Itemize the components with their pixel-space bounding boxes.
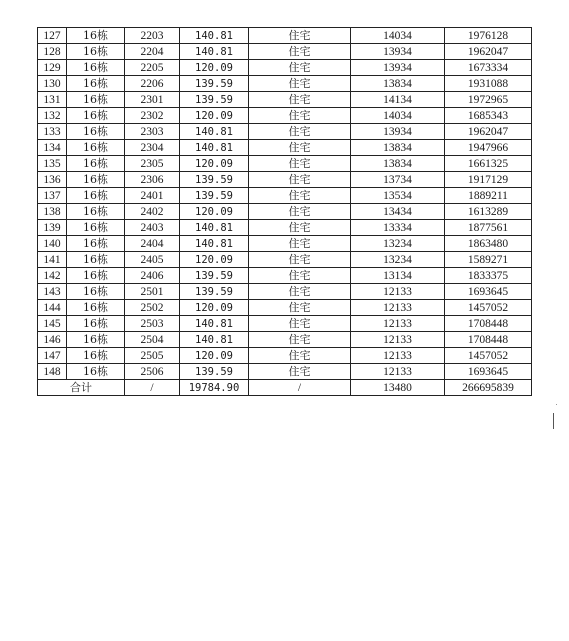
- table-row: [38, 220, 532, 236]
- cell-area: 120.09: [180, 156, 249, 172]
- cell-area: 140.81: [180, 44, 249, 60]
- cell-row-number: 139: [38, 220, 67, 236]
- cell-building: 16栋: [67, 252, 125, 268]
- cell-total-price: 1972965: [445, 92, 532, 108]
- cell-unit-price: 13834: [351, 156, 445, 172]
- cell-total-price: 1889211: [445, 188, 532, 204]
- cell-row-number: 130: [38, 76, 67, 92]
- cell-usage: 住宅: [249, 204, 351, 220]
- cell-usage: 住宅: [249, 28, 351, 44]
- cell-building: 16栋: [67, 44, 125, 60]
- cell-row-number: 142: [38, 268, 67, 284]
- cell-building: 16栋: [67, 172, 125, 188]
- cell-unit-price: 12133: [351, 348, 445, 364]
- cell-area: 140.81: [180, 140, 249, 156]
- cell-usage: 住宅: [249, 124, 351, 140]
- cell-building: 16栋: [67, 108, 125, 124]
- cell-building: 16栋: [67, 156, 125, 172]
- cell-usage: 住宅: [249, 300, 351, 316]
- cell-unit-price: 13734: [351, 172, 445, 188]
- cell-row-number: 148: [38, 364, 67, 380]
- cell-room-number: 2503: [125, 316, 180, 332]
- cell-usage: 住宅: [249, 92, 351, 108]
- scan-dot: [556, 404, 557, 405]
- cell-room-number: 2303: [125, 124, 180, 140]
- total-room: /: [125, 380, 180, 396]
- cell-area: 139.59: [180, 188, 249, 204]
- cell-usage: 住宅: [249, 140, 351, 156]
- cell-building: 16栋: [67, 124, 125, 140]
- cell-usage: 住宅: [249, 108, 351, 124]
- cell-room-number: 2205: [125, 60, 180, 76]
- table-row: [38, 300, 532, 316]
- cell-unit-price: 13834: [351, 140, 445, 156]
- cell-total-price: 1457052: [445, 348, 532, 364]
- table-row: [38, 156, 532, 172]
- cell-row-number: 133: [38, 124, 67, 140]
- cell-total-price: 1693645: [445, 364, 532, 380]
- cell-room-number: 2306: [125, 172, 180, 188]
- cell-unit-price: 13534: [351, 188, 445, 204]
- cell-unit-price: 14034: [351, 28, 445, 44]
- cell-total-price: 1708448: [445, 316, 532, 332]
- cell-building: 16栋: [67, 220, 125, 236]
- cell-unit-price: 13234: [351, 252, 445, 268]
- cell-room-number: 2403: [125, 220, 180, 236]
- cell-usage: 住宅: [249, 316, 351, 332]
- total-label: 合计: [38, 380, 125, 396]
- cell-total-price: 1962047: [445, 124, 532, 140]
- table-row: [38, 268, 532, 284]
- cell-row-number: 131: [38, 92, 67, 108]
- cell-room-number: 2502: [125, 300, 180, 316]
- cell-room-number: 2204: [125, 44, 180, 60]
- cell-building: 16栋: [67, 300, 125, 316]
- cell-unit-price: 12133: [351, 284, 445, 300]
- cell-row-number: 128: [38, 44, 67, 60]
- cell-room-number: 2304: [125, 140, 180, 156]
- total-unit-price: 13480: [351, 380, 445, 396]
- cell-area: 120.09: [180, 60, 249, 76]
- cell-unit-price: 12133: [351, 300, 445, 316]
- cell-area: 140.81: [180, 236, 249, 252]
- cell-room-number: 2505: [125, 348, 180, 364]
- cell-total-price: 1693645: [445, 284, 532, 300]
- total-use: /: [249, 380, 351, 396]
- cell-usage: 住宅: [249, 44, 351, 60]
- table-row: [38, 204, 532, 220]
- cell-total-price: 1457052: [445, 300, 532, 316]
- cell-area: 120.09: [180, 204, 249, 220]
- cell-unit-price: 14034: [351, 108, 445, 124]
- cell-total-price: 1613289: [445, 204, 532, 220]
- table-row: [38, 332, 532, 348]
- cell-room-number: 2203: [125, 28, 180, 44]
- cell-unit-price: 13934: [351, 60, 445, 76]
- table-row: [38, 28, 532, 44]
- cell-building: 16栋: [67, 284, 125, 300]
- cell-total-price: 1685343: [445, 108, 532, 124]
- cell-row-number: 135: [38, 156, 67, 172]
- cell-area: 140.81: [180, 316, 249, 332]
- cell-building: 16栋: [67, 316, 125, 332]
- table-row: [38, 236, 532, 252]
- cell-room-number: 2504: [125, 332, 180, 348]
- table-row: [38, 44, 532, 60]
- cell-room-number: 2401: [125, 188, 180, 204]
- total-row: [38, 380, 532, 396]
- cell-area: 120.09: [180, 300, 249, 316]
- scan-mark: [553, 413, 554, 429]
- cell-total-price: 1877561: [445, 220, 532, 236]
- cell-unit-price: 13334: [351, 220, 445, 236]
- cell-row-number: 145: [38, 316, 67, 332]
- cell-row-number: 137: [38, 188, 67, 204]
- cell-unit-price: 14134: [351, 92, 445, 108]
- cell-area: 139.59: [180, 92, 249, 108]
- cell-area: 120.09: [180, 252, 249, 268]
- cell-unit-price: 13934: [351, 124, 445, 140]
- table-row: [38, 252, 532, 268]
- cell-row-number: 146: [38, 332, 67, 348]
- cell-total-price: 1833375: [445, 268, 532, 284]
- cell-room-number: 2501: [125, 284, 180, 300]
- cell-unit-price: 13934: [351, 44, 445, 60]
- cell-room-number: 2405: [125, 252, 180, 268]
- cell-row-number: 140: [38, 236, 67, 252]
- cell-total-price: 1661325: [445, 156, 532, 172]
- cell-total-price: 1931088: [445, 76, 532, 92]
- cell-usage: 住宅: [249, 220, 351, 236]
- cell-usage: 住宅: [249, 252, 351, 268]
- cell-area: 140.81: [180, 332, 249, 348]
- cell-total-price: 1962047: [445, 44, 532, 60]
- cell-building: 16栋: [67, 140, 125, 156]
- cell-building: 16栋: [67, 364, 125, 380]
- table-row: [38, 316, 532, 332]
- cell-room-number: 2402: [125, 204, 180, 220]
- cell-unit-price: 12133: [351, 332, 445, 348]
- cell-row-number: 127: [38, 28, 67, 44]
- price-table-body: [38, 28, 532, 380]
- cell-building: 16栋: [67, 332, 125, 348]
- cell-usage: 住宅: [249, 284, 351, 300]
- cell-unit-price: 12133: [351, 316, 445, 332]
- cell-building: 16栋: [67, 188, 125, 204]
- cell-area: 120.09: [180, 108, 249, 124]
- cell-building: 16栋: [67, 60, 125, 76]
- cell-usage: 住宅: [249, 268, 351, 284]
- cell-building: 16栋: [67, 28, 125, 44]
- cell-building: 16栋: [67, 92, 125, 108]
- cell-area: 139.59: [180, 76, 249, 92]
- table-row: [38, 108, 532, 124]
- cell-usage: 住宅: [249, 76, 351, 92]
- cell-row-number: 147: [38, 348, 67, 364]
- table-row: [38, 124, 532, 140]
- cell-room-number: 2406: [125, 268, 180, 284]
- cell-area: 139.59: [180, 268, 249, 284]
- table-row: [38, 188, 532, 204]
- cell-usage: 住宅: [249, 156, 351, 172]
- cell-room-number: 2506: [125, 364, 180, 380]
- table-row: [38, 284, 532, 300]
- cell-area: 120.09: [180, 348, 249, 364]
- cell-area: 140.81: [180, 124, 249, 140]
- table-row: [38, 92, 532, 108]
- cell-room-number: 2206: [125, 76, 180, 92]
- cell-row-number: 134: [38, 140, 67, 156]
- cell-row-number: 144: [38, 300, 67, 316]
- cell-total-price: 1917129: [445, 172, 532, 188]
- cell-usage: 住宅: [249, 188, 351, 204]
- cell-row-number: 143: [38, 284, 67, 300]
- table-row: [38, 364, 532, 380]
- cell-usage: 住宅: [249, 172, 351, 188]
- table-row: [38, 76, 532, 92]
- table-row: [38, 172, 532, 188]
- cell-building: 16栋: [67, 268, 125, 284]
- cell-usage: 住宅: [249, 364, 351, 380]
- cell-total-price: 1708448: [445, 332, 532, 348]
- cell-usage: 住宅: [249, 332, 351, 348]
- cell-building: 16栋: [67, 76, 125, 92]
- cell-building: 16栋: [67, 236, 125, 252]
- cell-usage: 住宅: [249, 236, 351, 252]
- total-amount: 266695839: [445, 380, 532, 396]
- cell-building: 16栋: [67, 204, 125, 220]
- table-row: [38, 348, 532, 364]
- table-row: [38, 60, 532, 76]
- total-area: 19784.90: [180, 380, 249, 396]
- cell-unit-price: 13134: [351, 268, 445, 284]
- cell-total-price: 1863480: [445, 236, 532, 252]
- cell-room-number: 2404: [125, 236, 180, 252]
- cell-row-number: 132: [38, 108, 67, 124]
- cell-unit-price: 13434: [351, 204, 445, 220]
- price-table: [37, 27, 532, 396]
- cell-unit-price: 13834: [351, 76, 445, 92]
- cell-row-number: 136: [38, 172, 67, 188]
- cell-area: 140.81: [180, 220, 249, 236]
- cell-row-number: 141: [38, 252, 67, 268]
- cell-total-price: 1976128: [445, 28, 532, 44]
- cell-total-price: 1947966: [445, 140, 532, 156]
- cell-room-number: 2301: [125, 92, 180, 108]
- cell-room-number: 2302: [125, 108, 180, 124]
- cell-total-price: 1589271: [445, 252, 532, 268]
- cell-area: 139.59: [180, 172, 249, 188]
- cell-unit-price: 13234: [351, 236, 445, 252]
- cell-room-number: 2305: [125, 156, 180, 172]
- cell-area: 140.81: [180, 28, 249, 44]
- cell-row-number: 138: [38, 204, 67, 220]
- cell-usage: 住宅: [249, 348, 351, 364]
- cell-total-price: 1673334: [445, 60, 532, 76]
- cell-usage: 住宅: [249, 60, 351, 76]
- cell-area: 139.59: [180, 284, 249, 300]
- cell-row-number: 129: [38, 60, 67, 76]
- table-row: [38, 140, 532, 156]
- cell-area: 139.59: [180, 364, 249, 380]
- cell-building: 16栋: [67, 348, 125, 364]
- cell-unit-price: 12133: [351, 364, 445, 380]
